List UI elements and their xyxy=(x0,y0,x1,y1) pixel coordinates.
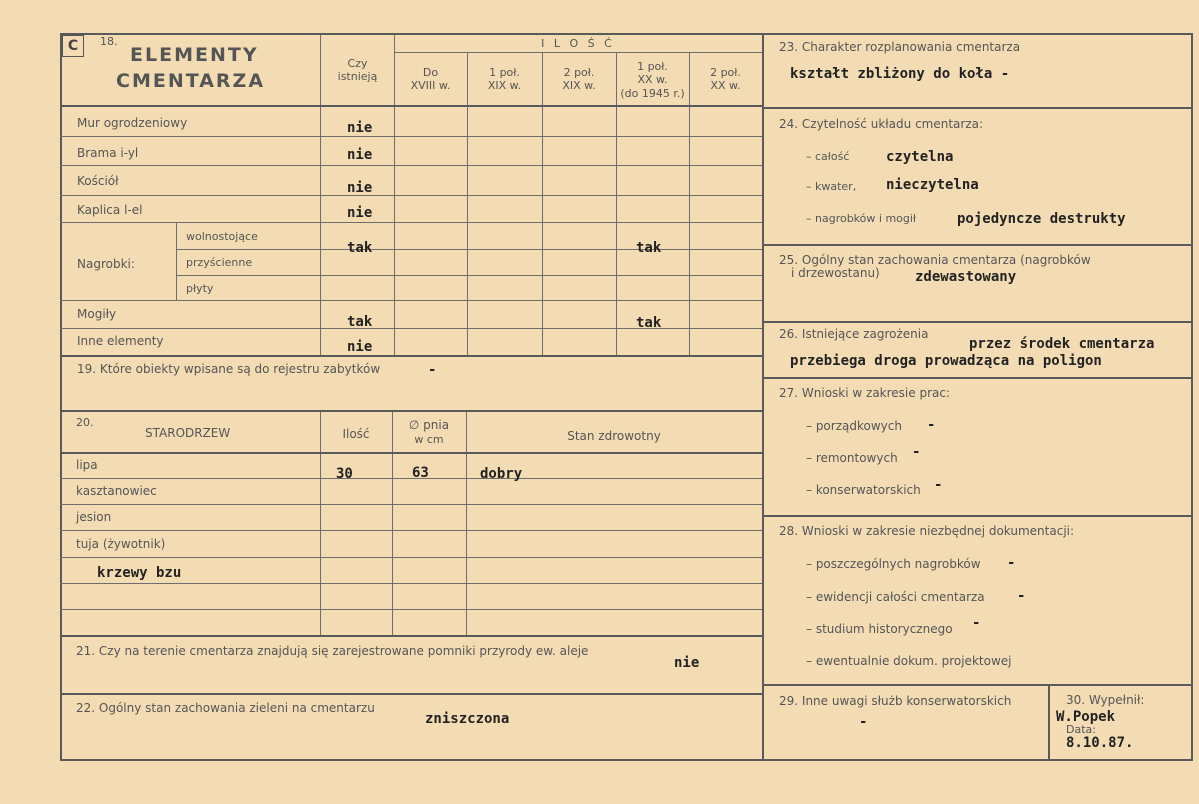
sec20-col-pnia: ∅ pnia xyxy=(408,418,450,432)
col-do-xviii-l2: XVIII w. xyxy=(410,79,451,92)
sec30-name: W.Popek xyxy=(1056,709,1116,725)
col-1pol-xix-l2: XIX w. xyxy=(487,79,522,92)
row-kosciol-label: Kościół xyxy=(77,174,119,188)
sec24-label: 24. Czytelność układu cmentarza: xyxy=(779,117,984,131)
sec24-nagrobkow-label: – nagrobków i mogił xyxy=(806,212,917,225)
sec27-label: 27. Wnioski w zakresie prac: xyxy=(779,386,951,400)
sec22-label: 22. Ogólny stan zachowania zieleni na cmentarzu xyxy=(76,701,375,715)
sec24-calosc-value: czytelna xyxy=(886,149,954,165)
sec25-label-line2: i drzewostanu) xyxy=(791,266,880,280)
col-czy-header-2: istnieją xyxy=(337,70,378,83)
col-1pol-xx-l1: 1 poł. xyxy=(637,60,668,73)
tree-kasztanowiec-label: kasztanowiec xyxy=(76,484,157,498)
row-przyscienne-label: przyścienne xyxy=(186,256,253,269)
row-wolnostojace-exists: tak xyxy=(347,240,373,256)
tree-lipa-stan: dobry xyxy=(480,466,523,482)
row-inne-exists: nie xyxy=(347,339,373,355)
sec20-col-stan: Stan zdrowotny xyxy=(567,429,661,443)
row-mur-label: Mur ogrodzeniowy xyxy=(77,116,188,130)
sec27-remontowych-value: - xyxy=(912,444,921,460)
sec25-value: zdewastowany xyxy=(915,269,1017,285)
col-2pol-xx-l2: XX w. xyxy=(710,79,741,92)
sec27-porzadkowych-value: - xyxy=(927,417,936,433)
sec30-label: 30. Wypełnił: xyxy=(1066,693,1145,707)
sec20-col-pnia-unit: w cm xyxy=(414,433,444,446)
tree-lipa-label: lipa xyxy=(76,458,98,472)
sec22-value: zniszczona xyxy=(425,711,510,727)
row-brama-label: Brama i-yl xyxy=(77,146,139,160)
col-1pol-xx-l2: XX w. xyxy=(637,73,668,86)
sec28-studium-value: - xyxy=(972,615,981,631)
sec23-value: kształt zbliżony do koła - xyxy=(790,66,1010,82)
row-kaplica-exists: nie xyxy=(347,205,373,221)
sec30-date-label: Data: xyxy=(1066,723,1096,736)
row-wolnostojace-label: wolnostojące xyxy=(186,230,258,243)
sec21-label: 21. Czy na terenie cmentarza znajdują się zarejestrowane pomniki przyrody ew. aleje xyxy=(76,644,589,658)
sec26-value-line2: przebiega droga prowadząca na poligon xyxy=(790,353,1102,369)
tree-lipa-pnia: 63 xyxy=(412,465,429,481)
section-c-box: C xyxy=(62,35,84,57)
sec28-ewidencji-value: - xyxy=(1017,588,1026,604)
row-kaplica-label: Kaplica l-el xyxy=(77,203,143,217)
sec29-value: - xyxy=(859,714,868,730)
tree-extra-typed: krzewy bzu xyxy=(97,565,182,581)
col-do-xviii-l1: Do xyxy=(422,66,439,79)
col-ilosc-header: I L O Ś Ć xyxy=(541,37,615,50)
sec20-title: STARODRZEW xyxy=(145,426,231,440)
sec19-label: 19. Które obiekty wpisane są do rejestru zabytków xyxy=(77,362,381,376)
sec26-value-line1: przez środek cmentarza xyxy=(969,336,1155,352)
row-nagrobki-label: Nagrobki: xyxy=(77,257,135,271)
sec28-ewidencji-label: – ewidencji całości cmentarza xyxy=(806,590,985,604)
sec27-porzadkowych-label: – porządkowych xyxy=(806,419,902,433)
col-czy-header: Czy xyxy=(347,57,368,70)
row-wolnostojace-xx1: tak xyxy=(636,240,662,256)
tree-tuja-label: tuja (żywotnik) xyxy=(76,537,166,551)
row-inne-label: Inne elementy xyxy=(77,334,164,348)
row-plyty-label: płyty xyxy=(186,282,214,295)
sec21-value: nie xyxy=(674,655,700,671)
section-18-number: 18. xyxy=(100,35,118,48)
sec27-konserwatorskich-label: – konserwatorskich xyxy=(806,483,921,497)
sec26-label: 26. Istniejące zagrożenia xyxy=(779,327,929,341)
sec28-projektowej-label: – ewentualnie dokum. projektowej xyxy=(806,654,1012,668)
col-1pol-xix-l1: 1 poł. xyxy=(489,66,520,79)
sec28-label: 28. Wnioski w zakresie niezbędnej dokumentacji: xyxy=(779,524,1075,538)
sec25-label-line1: 25. Ogólny stan zachowania cmentarza (nagrobków xyxy=(779,253,1091,267)
section-18-title-line1: ELEMENTY xyxy=(130,44,259,66)
row-kosciol-exists: nie xyxy=(347,180,373,196)
row-mogily-xx1: tak xyxy=(636,315,662,331)
sec20-number: 20. xyxy=(76,416,94,429)
col-2pol-xix-l1: 2 poł. xyxy=(563,66,595,79)
row-mogily-label: Mogiły xyxy=(77,307,117,321)
sec23-label: 23. Charakter rozplanowania cmentarza xyxy=(779,40,1021,54)
sec24-kwater-label: – kwater, xyxy=(806,180,857,193)
tree-jesion-label: jesion xyxy=(76,510,112,524)
sec19-value: - xyxy=(428,362,437,378)
sec27-konserwatorskich-value: - xyxy=(934,477,943,493)
sec24-calosc-label: – całość xyxy=(806,150,850,163)
sec29-label: 29. Inne uwagi służb konserwatorskich xyxy=(779,694,1012,708)
col-1pol-xx-l3: (do 1945 r.) xyxy=(620,87,685,100)
sec28-studium-label: – studium historycznego xyxy=(806,622,953,636)
sec28-nagrobkow-label: – poszczególnych nagrobków xyxy=(806,557,981,571)
section-18-title-line2: CMENTARZA xyxy=(116,70,266,92)
col-2pol-xx-l1: 2 poł. xyxy=(710,66,741,79)
tree-lipa-ilosc: 30 xyxy=(336,466,353,482)
sec24-kwater-value: nieczytelna xyxy=(886,177,979,193)
row-mogily-exists: tak xyxy=(347,314,373,330)
row-brama-exists: nie xyxy=(347,147,373,163)
sec27-remontowych-label: – remontowych xyxy=(806,451,898,465)
row-mur-exists: nie xyxy=(347,120,373,136)
sec20-col-ilosc: Ilość xyxy=(342,427,370,441)
sec24-nagrobkow-value: pojedyncze destrukty xyxy=(957,211,1126,227)
sec30-date: 8.10.87. xyxy=(1066,735,1134,751)
sec28-nagrobkow-value: - xyxy=(1007,555,1016,571)
col-2pol-xix-l2: XIX w. xyxy=(562,79,596,92)
